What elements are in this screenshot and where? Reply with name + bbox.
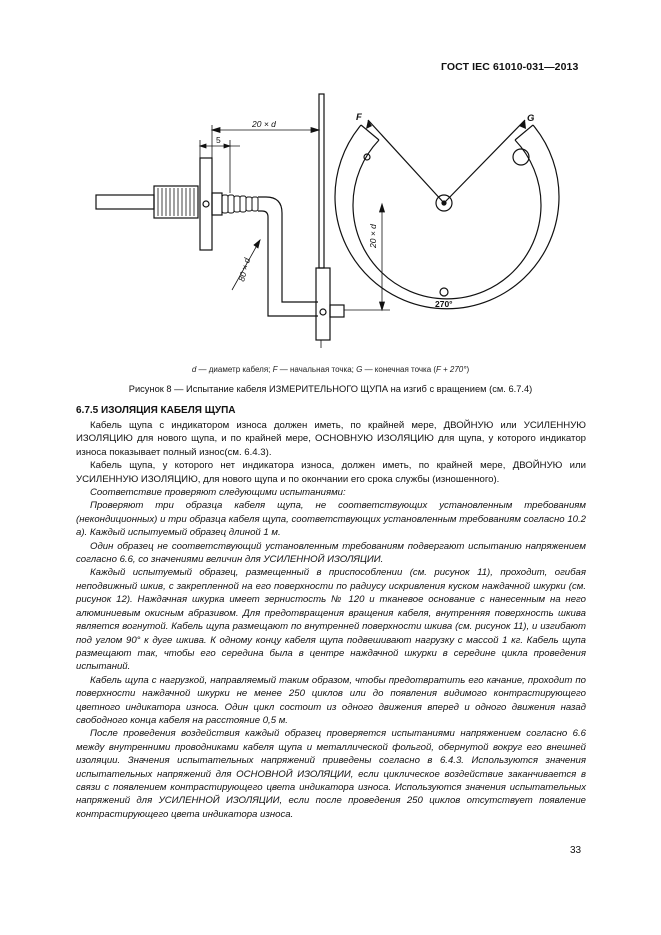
section-body [76, 419, 586, 821]
dim-20d-top-label: 20 × d [252, 119, 276, 129]
clamp-plate-bottom [316, 268, 330, 340]
paragraph: Кабель щупа с нагрузкой, направляемый таким образом, чтобы предотвратить его качание, проходит по поверхности наждачной шкурки не менее 250 циклов или до появления видимого контрастирующего цветного индикатора износа. Один цикл состоит из одного движения вперед и одного движения назад свободного конца кабеля на расстояние 0,5 м. [76, 674, 586, 726]
label-F: F [356, 112, 362, 123]
label-G: G [527, 113, 535, 124]
cable-inner [258, 211, 318, 316]
legend-g-close: ) [466, 365, 470, 374]
paragraph: После проведения воздействия каждый образец проверяется испытаниями напряжением согласно 6.6 между внутренними проводниками кабеля щупа и металлической фольгой, обернутой вокруг его внешней изоляции. Значения испытательных напряжений приведены согласно в 6.4.3. Используются значения испытательных напряжений для ОСНОВНОЙ ИЗОЛЯЦИИ, если циклическое воздействие заканчивается в связи с появлением контрастирующего цвета индикатора износа. Используются значения испытательных напряжений для УСИЛЕННОЙ ИЗОЛЯЦИИ, если после проведения 250 циклов отсутствует появление контрастирующего цвета индикатора износа. [76, 728, 586, 820]
paragraph: Каждый испытуемый образец, размещенный в приспособлении (см. рисунок 11), проходит, огибая неподвижный шкив, с закрепленной на его поверхности по радиусу искривления куском наждачной шкурки (см. рисунок 12). Наждачная шкурка имеет зернистость № 120 и тканевое основание с нанесенным на него алюминиевым окисным абразивом. Для предотвращения вращения кабеля, внутренняя поверхность шкива является вогнутой. Кабель щупа размещают по внутренней поверхности шкива (см. рисунок 11), и изгибают под углом 90° к дуге шкива. К одному концу кабеля щупа подвешивают нагрузку с массой 1 кг. Кабель щупа размещают так, чтобы его середина была в центре наждачной шкурки в середине цикла проведения испытаний. [76, 567, 586, 673]
dim-5-label: 5 [216, 135, 221, 145]
legend-f-symbol: F [272, 365, 278, 374]
end-point-marker [513, 149, 529, 165]
legend-d-symbol: d [191, 365, 197, 374]
legend-g-formula: F + 270° [436, 365, 467, 374]
radius-line-F [368, 120, 444, 203]
paragraph: Один образец не соответствующий установленным требованиям подвергают испытанию напряжением согласно 6.6, со значениями величин для УСИЛЕННОЙ ИЗОЛЯЦИИ. [76, 540, 586, 566]
dim-20d-vertical-label: 20 × d [368, 224, 378, 248]
page-number: 33 [570, 845, 582, 856]
strain-relief [222, 195, 258, 213]
grip-knurling [158, 188, 194, 216]
section-title: 6.7.5 ИЗОЛЯЦИЯ КАБЕЛЯ ЩУПА [76, 405, 236, 416]
paragraph: Кабель щупа с индикатором износа должен иметь, по крайней мере, ДВОЙНУЮ или УСИЛЕННУЮ ИЗОЛЯЦИЮ для нового щупа, и по крайней мере, ОСНОВНУЮ ИЗОЛЯЦИЮ для щупа, у которого индикатор износа показывает полный износ(см. 6.4.3). [76, 420, 586, 458]
vertical-rod [319, 94, 324, 268]
paragraph: Проверяют три образца кабеля щупа, не соответствующих установленным требованиям (некондиционных) и три образца кабеля щупа, соответствующих установленным требованиям согласно 10.2 а). Каждый испытуемый образец длиной 1 м. [76, 500, 586, 539]
dim-80d-label: 80 × d [236, 256, 253, 283]
paragraph: Соответствие проверяют следующими испытаниями: [90, 487, 346, 499]
clamp-plate-left [200, 158, 212, 250]
page-header-standard: ГОСТ IEC 61010-031—2013 [441, 61, 579, 73]
legend-f-text: — начальная точка; [277, 365, 357, 374]
probe-tip [96, 195, 154, 209]
point-270-marker [440, 288, 448, 296]
radius-line-G [444, 120, 525, 203]
pulley-inner-arc [353, 140, 541, 299]
legend-g-text: — конечная точка ( [362, 365, 437, 374]
paragraph: Кабель щупа, у которого нет индикатора износа, должен иметь, по крайней мере, ДВОЙНУЮ или УСИЛЕННУЮ ИЗОЛЯЦИЮ, для нового щупа и по окончании его срока службы (изношенного). [76, 460, 586, 485]
cable-bend-test-figure [0, 0, 661, 360]
angle-270-label: 270° [435, 299, 453, 309]
figure-legend [0, 365, 661, 374]
figure-caption: Рисунок 8 — Испытание кабеля ИЗМЕРИТЕЛЬНОГО ЩУПА на изгиб с вращением (см. 6.7.4) [128, 384, 533, 394]
legend-d-text: — диаметр кабеля; [196, 365, 273, 374]
legend-g-symbol: G [356, 365, 363, 374]
probe-grip [154, 186, 198, 218]
